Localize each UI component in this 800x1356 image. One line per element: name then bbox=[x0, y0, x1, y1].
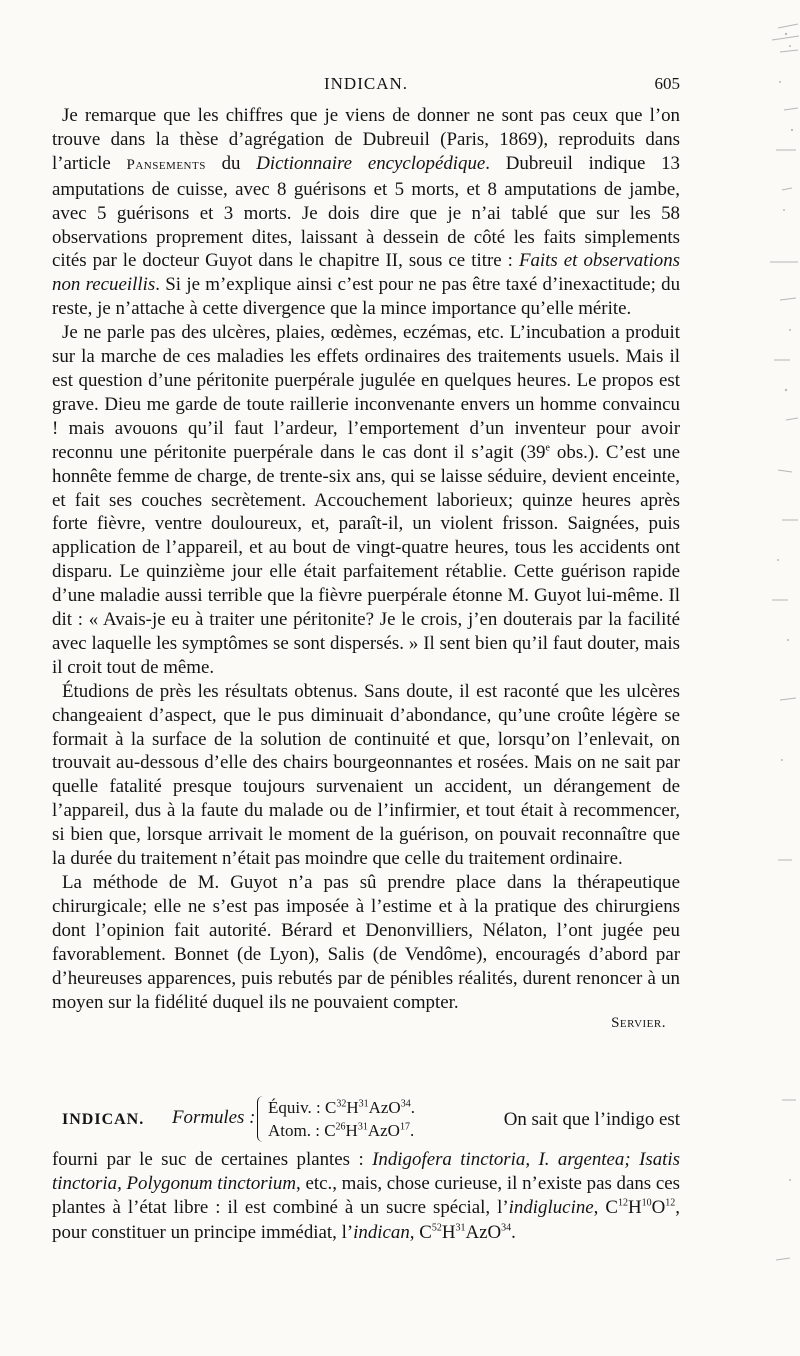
italic-text: Faits et observations non recueillis bbox=[52, 250, 680, 296]
superscript: 34 bbox=[400, 1098, 411, 1110]
superscript: e bbox=[545, 442, 550, 454]
text-run: AzO bbox=[368, 1098, 401, 1117]
formules-label: Formules : bbox=[172, 1107, 256, 1128]
author-signature: Servier. bbox=[611, 1015, 666, 1032]
text-run: obs.). C’est une honnête femme de charge, de trente-six ans, qui se laisse séduire, devient enceinte, et fait ses couches secrètement. Accouchement laborieux; quinze heures après forte fièvre, ventre douloureux, et, paraît-il, un violent frisson. Saignées, puis application de l’appareil, et au bout de vingt-quatre heures, tous les accidents ont disparu. Le quinzième jour elle était parfaitement rétablie. Cette guérison rapide d’une maladie aussi terrible que la fièvre puerpérale étonne M. Guyot lui-même. Il dit : « Avais-je eu à traiter une péritonite? Je le crois, j’en douterais par la facilité avec laquelle les symptômes se sont dispersés. » Il sent bien qu’il faut douter, mais il croit tout de même. bbox=[52, 441, 681, 678]
italic-text: Dictionnaire encyclopédique bbox=[256, 152, 486, 174]
atom-formula-line bbox=[268, 1119, 415, 1142]
article-body bbox=[52, 104, 680, 1036]
superscript: 31 bbox=[455, 1222, 466, 1234]
paragraph bbox=[52, 680, 680, 871]
superscript: 31 bbox=[358, 1098, 369, 1110]
text-run: La méthode de M. Guyot n’a pas sû prendre place dans la thérapeutique chirurgicale; elle ne s’est pas imposée à l’estime et à la pratique des chirurgiens dont l’opinion fait autorité. Bérard et Denonvilliers, Nélaton, l’ont jugée peu favorablement. Bonnet (de Lyon), Salis (de Vendôme), encouragés d’abord par d’heureuses apparences, puis rebutés par de pénibles réalités, durent renoncer à un moyen sur la fidélité duquel ils ne pouvaient compter. bbox=[52, 872, 680, 1013]
text-run: Étudions de près les résultats obtenus. Sans doute, il est raconté que les ulcères changeaient d’aspect, que le pus diminuait d’abondance, qu’une croûte légère se formait à la surface de la solution de continuité et que, lorsqu’on l’enlevait, on trouvait au-dessous d’elle des chairs bourgeonnantes et rosées. Mais on ne sait par quelle fatalité presque toujours survenaient un accident, un dérangement de l’appareil, dus à la faute du malade ou de l’infirmier, et tout était à recommencer, si bien que, lorsque arrivait le moment de la guérison, on pouvait reconnaître que la durée du traitement n’était pas moindre que celle du traitement ordinaire. bbox=[52, 680, 680, 870]
text-run: , etc., mais, chose curieuse, il n’existe pas dans ces plantes à l’état libre : il est combiné à un sucre spécial, l’ bbox=[52, 1173, 681, 1219]
text-run: AzO bbox=[465, 1221, 502, 1243]
text-run: Je ne parle pas des ulcères, plaies, œdèmes, eczémas, etc. L’incubation a produit sur la marche de ces maladies les effets ordinaires des traitements usuels. Mais il est question d’une péritonite puerpérale jugulée en quelques heures. Le propos est grave. Dieu me garde de toute raillerie inconvenante envers un homme convaincu ! mais avouons qu’il faut l’ardeur, l’emportement d’un inventeur pour avoir reconnu une péritonite puerpérale dans le cas dont il s’agit (39 bbox=[52, 322, 680, 463]
equiv-formula-line bbox=[268, 1096, 415, 1119]
text-run: . bbox=[410, 1098, 415, 1117]
text-run: , C bbox=[593, 1197, 618, 1219]
superscript: 10 bbox=[641, 1198, 652, 1210]
text-run: fourni par le suc de certaines plantes : bbox=[52, 1149, 373, 1170]
dictionary-entry bbox=[52, 1096, 680, 1245]
superscript: 32 bbox=[336, 1098, 347, 1110]
superscript: 34 bbox=[501, 1222, 512, 1234]
running-title: INDICAN. bbox=[323, 74, 409, 93]
text-run: H bbox=[627, 1197, 642, 1219]
entry-headword: INDICAN. bbox=[62, 1111, 145, 1128]
text-run: O bbox=[651, 1197, 666, 1219]
running-header bbox=[52, 74, 680, 100]
text-run: , C bbox=[409, 1221, 432, 1243]
scan-margin-artifacts bbox=[720, 0, 800, 1356]
paragraph bbox=[52, 871, 680, 1014]
entry-body bbox=[52, 1148, 680, 1245]
formula-brace bbox=[257, 1096, 415, 1142]
superscript: 17 bbox=[399, 1121, 410, 1133]
superscript: 31 bbox=[357, 1121, 368, 1133]
text-run: C bbox=[324, 1098, 337, 1117]
text-run: H bbox=[345, 1121, 358, 1140]
text-run: . bbox=[511, 1221, 516, 1243]
text-run: . Si je m’explique ainsi c’est pour ne pas être taxé d’inexactitude; du reste, je n’attache à cette divergence que la mince importance qu’elle mérite. bbox=[52, 274, 681, 320]
superscript: 12 bbox=[665, 1198, 676, 1210]
text-run: C bbox=[324, 1121, 336, 1140]
page-number: 605 bbox=[654, 74, 680, 93]
small-caps-text: Pansements bbox=[126, 156, 206, 173]
entry-first-line-text: On sait que l’indigo est bbox=[503, 1109, 680, 1130]
paragraph bbox=[52, 104, 680, 321]
superscript: 52 bbox=[431, 1222, 442, 1234]
paragraph bbox=[52, 321, 680, 680]
text-run: AzO bbox=[367, 1121, 400, 1140]
superscript: 26 bbox=[335, 1121, 346, 1133]
text-run: . Dubreuil indique 13 amputations de cuisse, avec 8 guérisons et 5 morts, et 8 amputations de jambe, avec 5 guérisons et 3 morts. Je dois dire que je n’ai tablé que sur les 58 observations proprement dites, laissant à dessein de côté les faits simplements cités par le docteur Guyot dans le chapitre II, sous ce titre : bbox=[52, 152, 680, 272]
text-run: , pour constituer un principe immédiat, l’ bbox=[52, 1197, 681, 1243]
text-run: du bbox=[205, 152, 257, 174]
text-run: H bbox=[441, 1221, 456, 1243]
entry-head bbox=[52, 1096, 680, 1148]
italic-text: Indigofera tinctoria, I. argentea; Isatis tinctoria, Polygonum tinctorium bbox=[52, 1149, 681, 1195]
equiv-label: Équiv. : bbox=[268, 1098, 321, 1117]
equiv-formula bbox=[325, 1098, 415, 1117]
italic-text: indiglucine bbox=[508, 1197, 594, 1219]
atom-label: Atom. : bbox=[268, 1121, 320, 1140]
atom-formula bbox=[324, 1121, 414, 1140]
text-run: Je remarque que les chiffres que je viens de donner ne sont pas ceux que l’on trouve dans la thèse d’agrégation de Dubreuil (Paris, 1869), reproduits dans l’article bbox=[52, 105, 680, 174]
superscript: 12 bbox=[617, 1198, 628, 1210]
text-run: . bbox=[409, 1121, 415, 1140]
text-run: H bbox=[346, 1098, 359, 1117]
italic-text: indican bbox=[353, 1221, 410, 1243]
